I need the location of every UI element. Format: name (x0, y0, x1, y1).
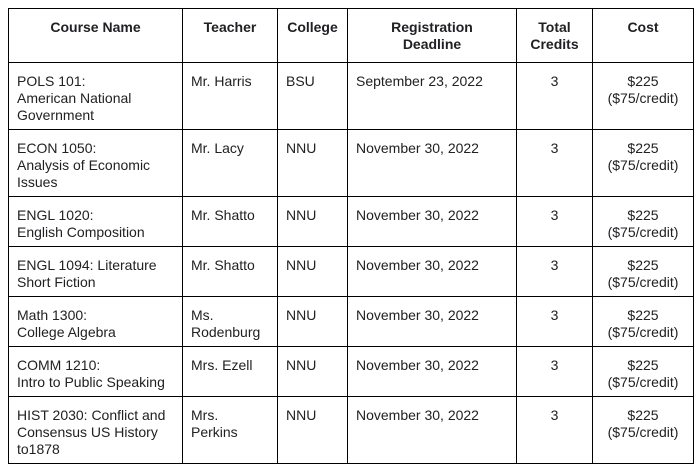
teacher-cell: Mr. Shatto (183, 197, 278, 247)
course-name-cell: HIST 2030: Conflict and Consensus US History to1878 (9, 397, 183, 464)
college-cell: BSU (278, 63, 348, 130)
table-row (9, 347, 694, 397)
course-name-cell: ECON 1050: Analysis of Economic Issues (9, 130, 183, 197)
college-cell: NNU (278, 197, 348, 247)
cost-cell: $225 ($75/credit) (593, 397, 694, 464)
header-course-name: Course Name (9, 9, 183, 63)
cost-cell: $225 ($75/credit) (593, 130, 694, 197)
cost-cell: $225 ($75/credit) (593, 297, 694, 347)
cost-cell: $225 ($75/credit) (593, 63, 694, 130)
college-cell: NNU (278, 297, 348, 347)
header-teacher: Teacher (183, 9, 278, 63)
header-cost: Cost (593, 9, 694, 63)
deadline-cell: November 30, 2022 (348, 297, 517, 347)
course-name-cell: Math 1300: College Algebra (9, 297, 183, 347)
table-row (9, 63, 694, 130)
deadline-cell: November 30, 2022 (348, 247, 517, 297)
deadline-cell: November 30, 2022 (348, 130, 517, 197)
table-row (9, 197, 694, 247)
header-college: College (278, 9, 348, 63)
teacher-cell: Mr. Shatto (183, 247, 278, 297)
credits-cell: 3 (517, 397, 593, 464)
table-row (9, 130, 694, 197)
table-header-row (9, 9, 694, 63)
teacher-cell: Mr. Harris (183, 63, 278, 130)
table-row (9, 247, 694, 297)
cost-cell: $225 ($75/credit) (593, 197, 694, 247)
course-name-cell: ENGL 1094: Literature Short Fiction (9, 247, 183, 297)
deadline-cell: November 30, 2022 (348, 397, 517, 464)
course-table (8, 8, 694, 464)
deadline-cell: September 23, 2022 (348, 63, 517, 130)
course-table-container (8, 8, 694, 464)
teacher-cell: Mrs. Ezell (183, 347, 278, 397)
deadline-cell: November 30, 2022 (348, 347, 517, 397)
course-name-cell: POLS 101: American National Government (9, 63, 183, 130)
course-name-cell: COMM 1210: Intro to Public Speaking (9, 347, 183, 397)
teacher-cell: Ms. Rodenburg (183, 297, 278, 347)
college-cell: NNU (278, 347, 348, 397)
table-row (9, 297, 694, 347)
credits-cell: 3 (517, 247, 593, 297)
deadline-cell: November 30, 2022 (348, 197, 517, 247)
credits-cell: 3 (517, 130, 593, 197)
credits-cell: 3 (517, 297, 593, 347)
college-cell: NNU (278, 397, 348, 464)
header-total-credits: Total Credits (517, 9, 593, 63)
cost-cell: $225 ($75/credit) (593, 247, 694, 297)
teacher-cell: Mrs. Perkins (183, 397, 278, 464)
college-cell: NNU (278, 130, 348, 197)
cost-cell: $225 ($75/credit) (593, 347, 694, 397)
credits-cell: 3 (517, 347, 593, 397)
credits-cell: 3 (517, 197, 593, 247)
header-registration-deadline: Registration Deadline (348, 9, 517, 63)
credits-cell: 3 (517, 63, 593, 130)
college-cell: NNU (278, 247, 348, 297)
course-name-cell: ENGL 1020: English Composition (9, 197, 183, 247)
teacher-cell: Mr. Lacy (183, 130, 278, 197)
table-row (9, 397, 694, 464)
